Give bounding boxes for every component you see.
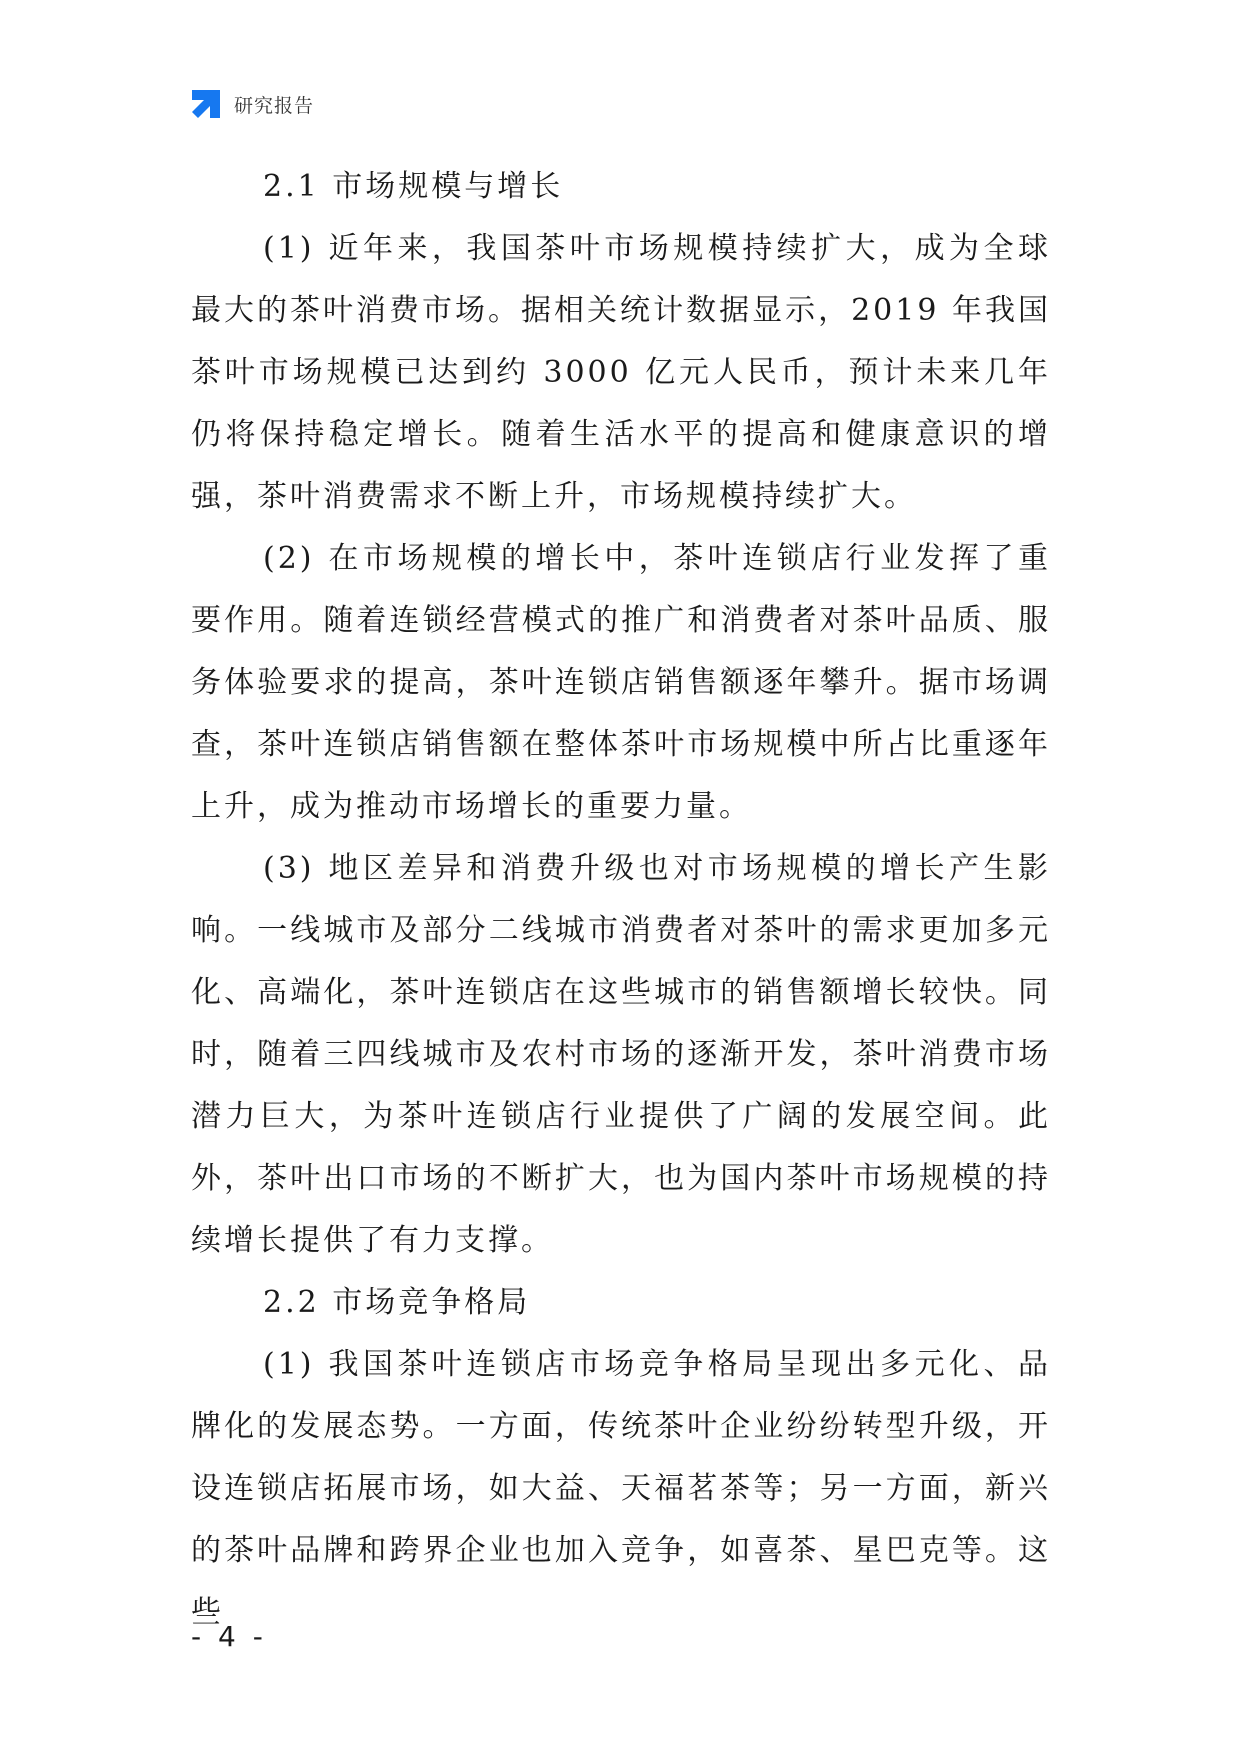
paragraph: (3) 地区差异和消费升级也对市场规模的增长产生影响。一线城市及部分二线城市消费者对茶叶的需求更加多元化、高端化，茶叶连锁店在这些城市的销售额增长较快。同时，随着三四线城市及农村市场的逐渐开发，茶叶消费市场潜力巨大，为茶叶连锁店行业提供了广阔的发展空间。此外，茶叶出口市场的不断扩大，也为国内茶叶市场规模的持续增长提供了有力支撑。: [191, 851, 1051, 1258]
header-label: 研究报告: [234, 94, 315, 117]
page-number: - 4 -: [191, 1620, 267, 1653]
paragraph: (1) 近年来，我国茶叶市场规模持续扩大，成为全球最大的茶叶消费市场。据相关统计数据显示，2019 年我国茶叶市场规模已达到约 3000 亿元人民币，预计未来几年仍将保持稳定增长。随着生活水平的提高和健康意识的增强，茶叶消费需求不断上升，市场规模持续扩大。: [191, 231, 1051, 514]
document-header: [188, 86, 314, 122]
paragraph: (2) 在市场规模的增长中，茶叶连锁店行业发挥了重要作用。随着连锁经营模式的推广和消费者对茶叶品质、服务体验要求的提高，茶叶连锁店销售额逐年攀升。据市场调查，茶叶连锁店销售额在整体茶叶市场规模中所占比重逐年上升，成为推动市场增长的重要力量。: [191, 541, 1051, 824]
paragraph: (1) 我国茶叶连锁店市场竞争格局呈现出多元化、品牌化的发展态势。一方面，传统茶叶企业纷纷转型升级，开设连锁店拓展市场，如大益、天福茗茶等；另一方面，新兴的茶叶品牌和跨界企业也加入竞争，如喜茶、星巴克等。这些: [191, 1347, 1051, 1630]
section-heading: 2.2 市场竞争格局: [263, 1285, 531, 1320]
document-body: [191, 156, 1051, 1644]
arrow-up-right-icon: [188, 86, 224, 122]
section-heading: 2.1 市场规模与增长: [263, 169, 564, 204]
